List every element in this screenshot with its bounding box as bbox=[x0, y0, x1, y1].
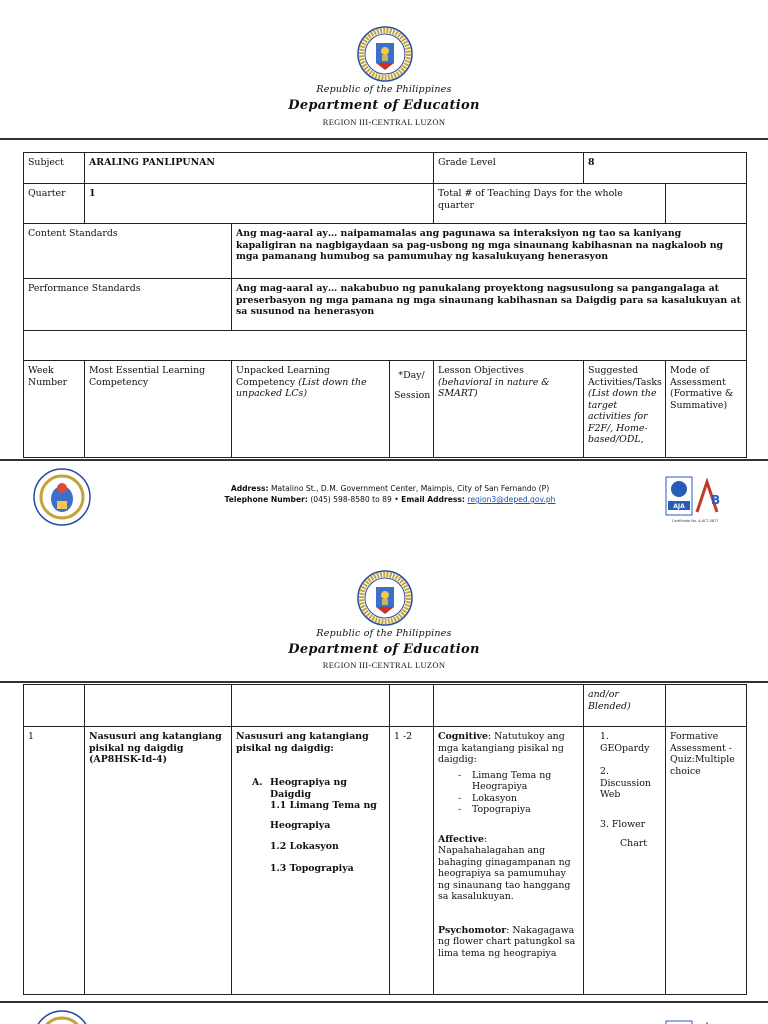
svg-text:AJA: AJA bbox=[673, 503, 685, 510]
department-title: Department of Education bbox=[288, 642, 480, 657]
col-activities-note: (List down the target activities for F2F/, Home-based/ODL, bbox=[588, 388, 657, 445]
region-label: REGION III-CENTRAL LUZON bbox=[322, 660, 446, 670]
republic-line: Republic of the Philippines bbox=[316, 628, 452, 639]
dll-table-page2 bbox=[23, 684, 747, 995]
row1-unpacked-13: 1.3 Topograpiya bbox=[270, 862, 354, 874]
region-label: REGION III-CENTRAL LUZON bbox=[322, 117, 446, 127]
cognitive-text: : Natutukoy ang mga katangiang pisikal ng daigdig: bbox=[438, 731, 565, 765]
row1-psychomotor bbox=[438, 925, 579, 960]
activity-2-num: 2. bbox=[600, 766, 609, 777]
col-day-header bbox=[390, 361, 434, 458]
deped-seal-icon bbox=[357, 570, 413, 626]
row1-day: 1 -2 bbox=[390, 727, 434, 995]
footer-address-line bbox=[160, 483, 620, 494]
footer-contact-line bbox=[160, 494, 620, 505]
subject-label: Subject bbox=[24, 153, 85, 184]
grade-value: 8 bbox=[584, 153, 747, 184]
row1-unpacked-12: 1.2 Lokasyon bbox=[270, 841, 339, 852]
col-activities-note-cont: and/or Blended) bbox=[584, 685, 666, 727]
republic-line: Republic of the Philippines bbox=[316, 84, 452, 95]
row1-unpacked-11b: Heograpiya bbox=[270, 819, 331, 831]
row1-activities bbox=[584, 727, 666, 995]
svg-text:B: B bbox=[711, 493, 721, 507]
col-activities-title: Suggested Activities/Tasks bbox=[588, 365, 662, 388]
quarter-value: 1 bbox=[85, 184, 434, 224]
division-emblem-icon bbox=[33, 468, 91, 526]
header-divider bbox=[0, 681, 768, 683]
affective-label: Affective bbox=[438, 833, 484, 845]
division-emblem-icon bbox=[33, 1010, 91, 1024]
bullet-separator: • bbox=[394, 495, 399, 504]
row1-cognitive bbox=[438, 731, 579, 766]
grade-label: Grade Level bbox=[434, 153, 584, 184]
activity-2: Discussion Web bbox=[600, 777, 651, 800]
department-title: Department of Education bbox=[288, 98, 480, 113]
col-melc-header: Most Essential Learning Competency bbox=[85, 361, 232, 458]
row1-unpacked-a-marker: A. bbox=[252, 777, 263, 788]
list-item: - Topograpiya bbox=[458, 804, 579, 816]
row1-unpacked-a: Heograpiya ng Daigdig bbox=[270, 777, 347, 800]
certificate-number: Certificate No. A-ACT-0877 bbox=[672, 519, 719, 523]
row1-unpacked bbox=[232, 727, 390, 995]
col-objectives-title: Lesson Objectives bbox=[438, 365, 524, 376]
teaching-days-label: Total # of Teaching Days for the whole quarter bbox=[434, 184, 666, 224]
row1-week: 1 bbox=[24, 727, 85, 995]
footer-divider bbox=[0, 1001, 768, 1003]
activity-1: GEOpardy bbox=[600, 742, 650, 754]
header-divider bbox=[0, 138, 768, 140]
performance-standards-label: Performance Standards bbox=[24, 279, 232, 331]
footer-address bbox=[160, 483, 620, 505]
dll-table-page1 bbox=[23, 152, 747, 458]
psychomotor-label: Psychomotor bbox=[438, 924, 507, 936]
row1-mode: Formative Assessment - Quiz:Multiple choice bbox=[666, 727, 747, 995]
activity-3: 3. Flower bbox=[600, 818, 646, 830]
footer-divider bbox=[0, 459, 768, 461]
address-value: Matalino St., D.M. Government Center, Maimpis, City of San Fernando (P) bbox=[270, 484, 550, 493]
performance-standards-value: Ang mag-aaral ay… nakabubuo ng panukalang proyektong nagsusulong sa pangangalaga at preserbasyon ng mga pamana ng mga sinaunang kabihasnan sa Daigdig para sa kasalukuyan at sa susunod na henerasyon bbox=[232, 279, 747, 331]
cognitive-list bbox=[458, 770, 579, 816]
cont-objectives-cell bbox=[434, 685, 584, 727]
affective-heading: Affective: bbox=[438, 833, 488, 845]
activity-1-num: 1. bbox=[600, 731, 609, 742]
row1-affective bbox=[438, 834, 579, 903]
address-label: Address: bbox=[230, 484, 269, 493]
col-mode-header: Mode of Assessment (Formative & Summative) bbox=[666, 361, 747, 458]
row1-objectives bbox=[434, 727, 584, 995]
cont-day-cell bbox=[390, 685, 434, 727]
col-week-header: Week Number bbox=[24, 361, 85, 458]
email-link[interactable]: region3@deped.gov.ph bbox=[467, 495, 556, 504]
list-item: - Limang Tema ng Heograpiya bbox=[458, 770, 579, 793]
telephone-label: Telephone Number: bbox=[224, 495, 308, 504]
row1-melc: Nasusuri ang katangiang pisikal ng daigdig (AP8HSK-Id-4) bbox=[85, 727, 232, 995]
deped-seal-icon bbox=[357, 26, 413, 82]
row1-unpacked-title: Nasusuri ang katangiang pisikal ng daigdig: bbox=[236, 731, 369, 754]
subject-value: ARALING PANLIPUNAN bbox=[85, 153, 434, 184]
col-unpacked-header bbox=[232, 361, 390, 458]
blank-row bbox=[24, 331, 747, 361]
col-unpacked-note: (List down the unpacked LCs) bbox=[236, 376, 367, 399]
row1-unpacked-11: 1.1 Limang Tema ng bbox=[270, 800, 377, 811]
email-label: Email Address: bbox=[401, 495, 465, 504]
content-standards-label: Content Standards bbox=[24, 224, 232, 279]
teaching-days-value bbox=[666, 184, 747, 224]
iso-certification-icon bbox=[665, 1018, 727, 1024]
list-item: - Lokasyon bbox=[458, 793, 579, 805]
col-unpacked-title: Unpacked Learning Competency bbox=[236, 365, 330, 388]
cognitive-label: Cognitive bbox=[438, 731, 488, 742]
quarter-label: Quarter bbox=[24, 184, 85, 224]
psychomotor-text: : Nakagagawa ng flower chart patungkol sa lima tema ng heograpiya bbox=[438, 924, 576, 959]
page-2 bbox=[0, 545, 768, 1024]
cont-week-cell bbox=[24, 685, 85, 727]
cont-mode-cell bbox=[666, 685, 747, 727]
telephone-value: (045) 598-8580 to 89 bbox=[310, 495, 392, 504]
affective-text: Napahahalagahan ang bahaging ginagampanan ng heograpiya sa pamumuhay ng sinaunang tao hanggang sa kasalukuyan. bbox=[438, 845, 571, 902]
col-session-label: Session bbox=[394, 389, 431, 401]
content-standards-value: Ang mag-aaral ay… naipamamalas ang pagunawa sa interaksiyon ng tao sa kaniyang kapaligiran na nagbigaydaan sa pag-usbong ng mga sinaunang kabihasnan na nagkaloob ng mga pamanang humubog sa pamumuhay ng kasalukuyang henerasyon bbox=[232, 224, 747, 279]
cont-melc-cell bbox=[85, 685, 232, 727]
col-activities-header bbox=[584, 361, 666, 458]
cont-unpacked-cell bbox=[232, 685, 390, 727]
col-objectives-note: (behavioral in nature & SMART) bbox=[438, 376, 550, 399]
col-day-label: *Day/ bbox=[398, 370, 425, 381]
row1-unpacked-item-a bbox=[236, 777, 385, 800]
activity-3b: Chart bbox=[620, 838, 648, 849]
col-objectives-header bbox=[434, 361, 584, 458]
